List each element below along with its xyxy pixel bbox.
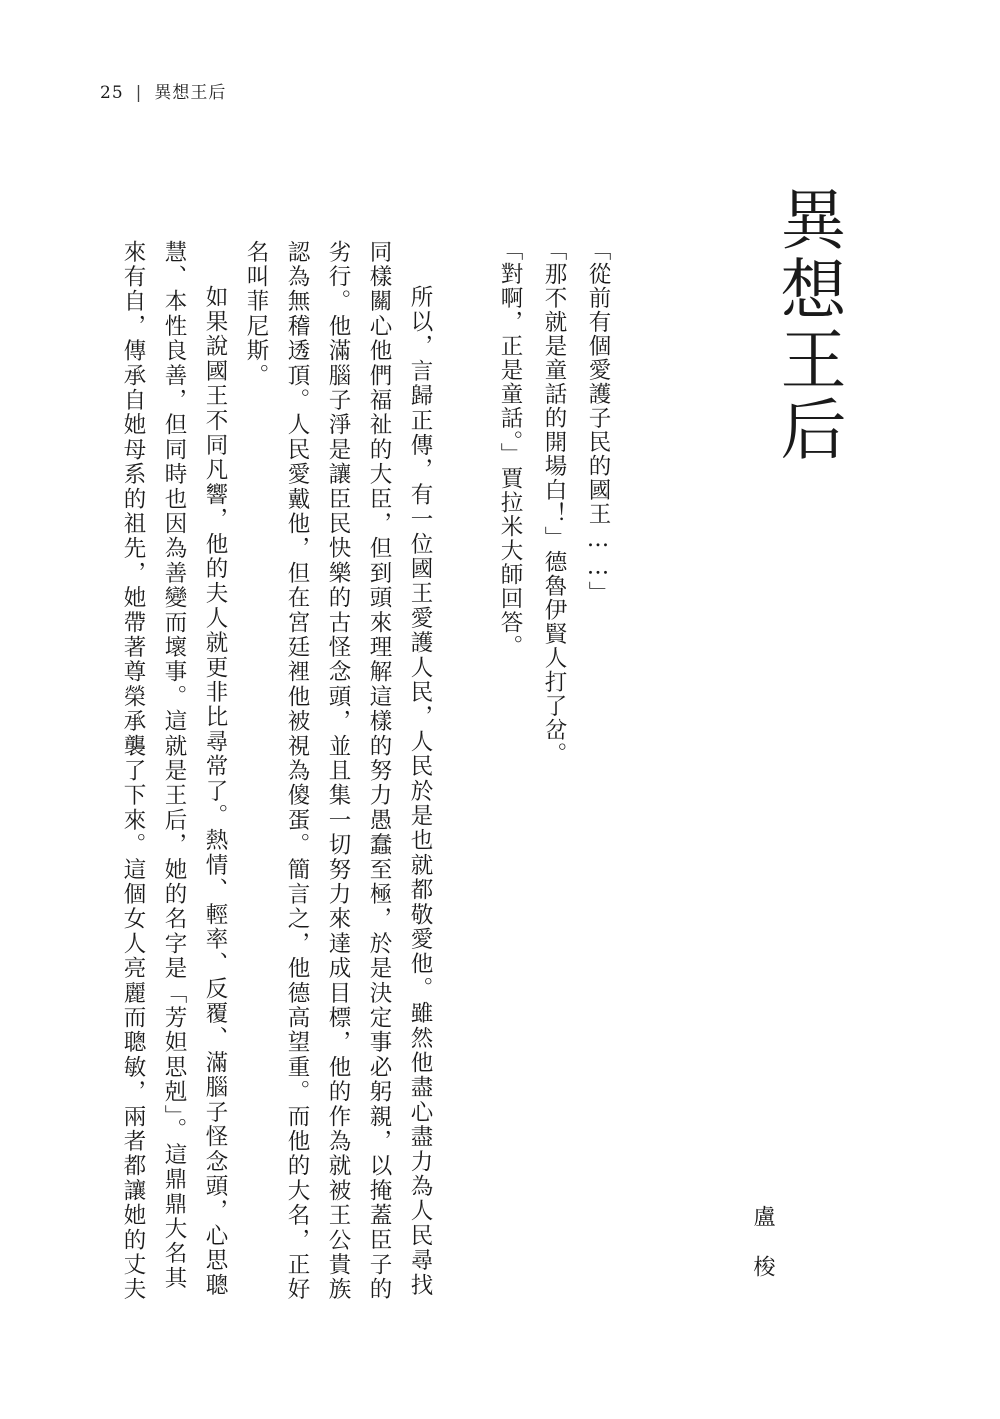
chapter-title: 異想王后 — [769, 185, 846, 465]
opening-dialog — [488, 238, 620, 838]
chapter-author: 盧梭 — [750, 1205, 775, 1305]
paragraph: 所以，言歸正傳，有一位國王愛護人民，人民於是也就都敬愛他。雖然他盡心盡力為人民尋找同樣關心他們福祉的大臣，但到頭來理解這樣的努力愚蠢至極，於是決定事必躬親，以掩蓋臣子的劣行。他滿腦子淨是讓臣民快樂的古怪念頭，並且集一切努力來達成目標，他的作為就被王公貴族認為無稽透頂。人民愛戴他，但在宮廷裡他被視為傻蛋。簡言之，他德高望重。而他的大名，正好名叫菲尼斯。 — [243, 240, 433, 1303]
header-separator: | — [135, 83, 143, 103]
body-text — [112, 240, 440, 1315]
page-number: 25 — [100, 83, 124, 103]
dialog-line: 「從前有個愛護子民的國王……」 — [585, 238, 611, 605]
dialog-line: 「那不就是童話的開場白！」德魯伊賢人打了岔。 — [541, 238, 567, 766]
page-header — [100, 78, 226, 103]
running-title: 異想王后 — [154, 83, 227, 103]
dialog-line: 「對啊，正是童話。」賈拉米大師回答。 — [497, 238, 523, 659]
paragraph: 如果說國王不同凡響，他的夫人就更非比尋常了。熱情、輕率、反覆、滿腦子怪念頭，心思聰慧、本性良善，但同時也因為善變而壞事。這就是王后，她的名字是「芳妲思剋」。這鼎鼎大名其來有自，傳承自她母系的祖先，她帶著尊榮承襲了下來。這個女人亮麗而聰敏，兩者都讓她的丈夫 — [120, 240, 228, 1303]
